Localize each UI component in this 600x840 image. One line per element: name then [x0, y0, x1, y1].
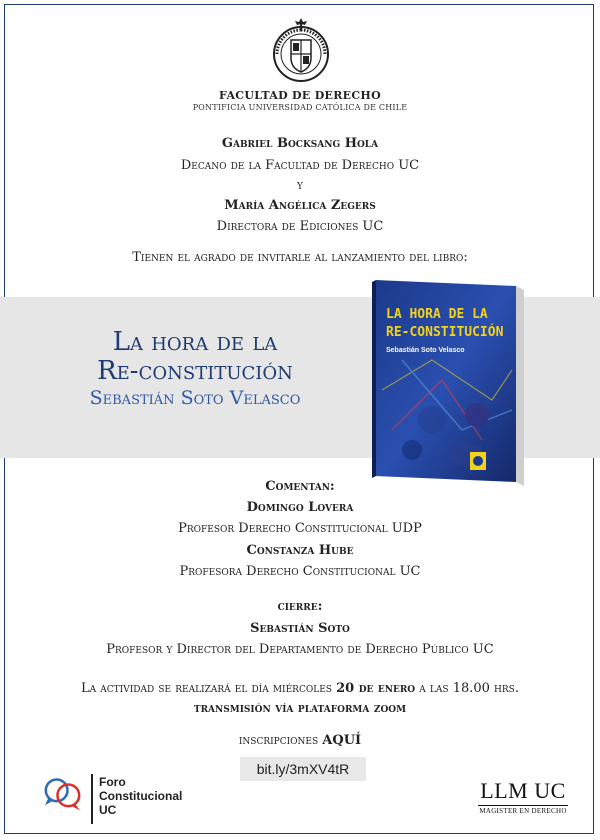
host1-name: Gabriel Bocksang Hola: [221, 136, 379, 151]
foro-divider: [91, 774, 93, 824]
university-crest-icon: [272, 16, 330, 84]
closing-role: Profesor y Director del Departamento de Derecho Público UC: [106, 642, 494, 657]
host2-role: Directora de Ediciones UC: [216, 219, 384, 234]
registration-label: inscripciones: [238, 733, 323, 748]
host2-name: María Angélica Zegers: [224, 198, 376, 213]
foro-line3: UC: [99, 803, 117, 817]
event-line1-a: La actividad se realizará el día miércoles: [81, 681, 337, 696]
book-title-line2: Re-constitución: [97, 356, 293, 386]
foro-line1: Foro: [99, 775, 126, 789]
cover-title-line1: LA HORA DE LA: [386, 307, 488, 322]
commentator2-name: Constanza Hube: [246, 543, 354, 558]
cover-title-line2: RE-CONSTITUCIÓN: [386, 325, 504, 340]
llm-title: LLM UC: [480, 778, 566, 803]
faculty-name: FACULTAD DE DERECHO: [218, 89, 381, 102]
event-line1-b: a las 18.00 hrs.: [415, 681, 519, 696]
foro-constitucional-logo-icon: [40, 772, 90, 822]
foro-line2: Constitucional: [99, 789, 183, 803]
university-name: PONTIFICIA UNIVERSIDAD CATÓLICA DE CHILE: [192, 103, 408, 112]
commentator1-name: Domingo Lovera: [246, 500, 354, 515]
event-date: 20 de enero: [336, 681, 416, 696]
invitation-text: Tienen el agrado de invitarle al lanzamiento del libro:: [132, 250, 468, 265]
registration-line[interactable]: [0, 731, 600, 751]
closing-name: Sebastián Soto: [250, 621, 350, 636]
commentator2-role: Profesora Derecho Constitucional UC: [179, 564, 421, 579]
closing-heading: cierre:: [277, 599, 323, 614]
book-title-line1: La hora de la: [112, 327, 278, 357]
llm-uc-logo: [478, 778, 568, 815]
cover-author: Sebastián Soto Velasco: [386, 347, 465, 354]
host1-role: Decano de la Facultad de Derecho UC: [180, 158, 420, 173]
llm-subtitle: MAGISTER EN DERECHO: [479, 807, 567, 815]
book-cover-image: [372, 280, 524, 488]
event-line2: transmisión vía plataforma zoom: [193, 701, 407, 716]
commentators-heading: Comentan:: [265, 479, 335, 494]
book-author: Sebastián Soto Velasco: [89, 387, 301, 409]
registration-link-text[interactable]: AQUÍ: [322, 733, 362, 748]
commentator1-role: Profesor Derecho Constitucional UDP: [178, 521, 422, 536]
registration-url[interactable]: bit.ly/3mXV4tR: [240, 757, 366, 781]
event-line1: [0, 679, 600, 699]
conjunction: y: [297, 178, 303, 193]
